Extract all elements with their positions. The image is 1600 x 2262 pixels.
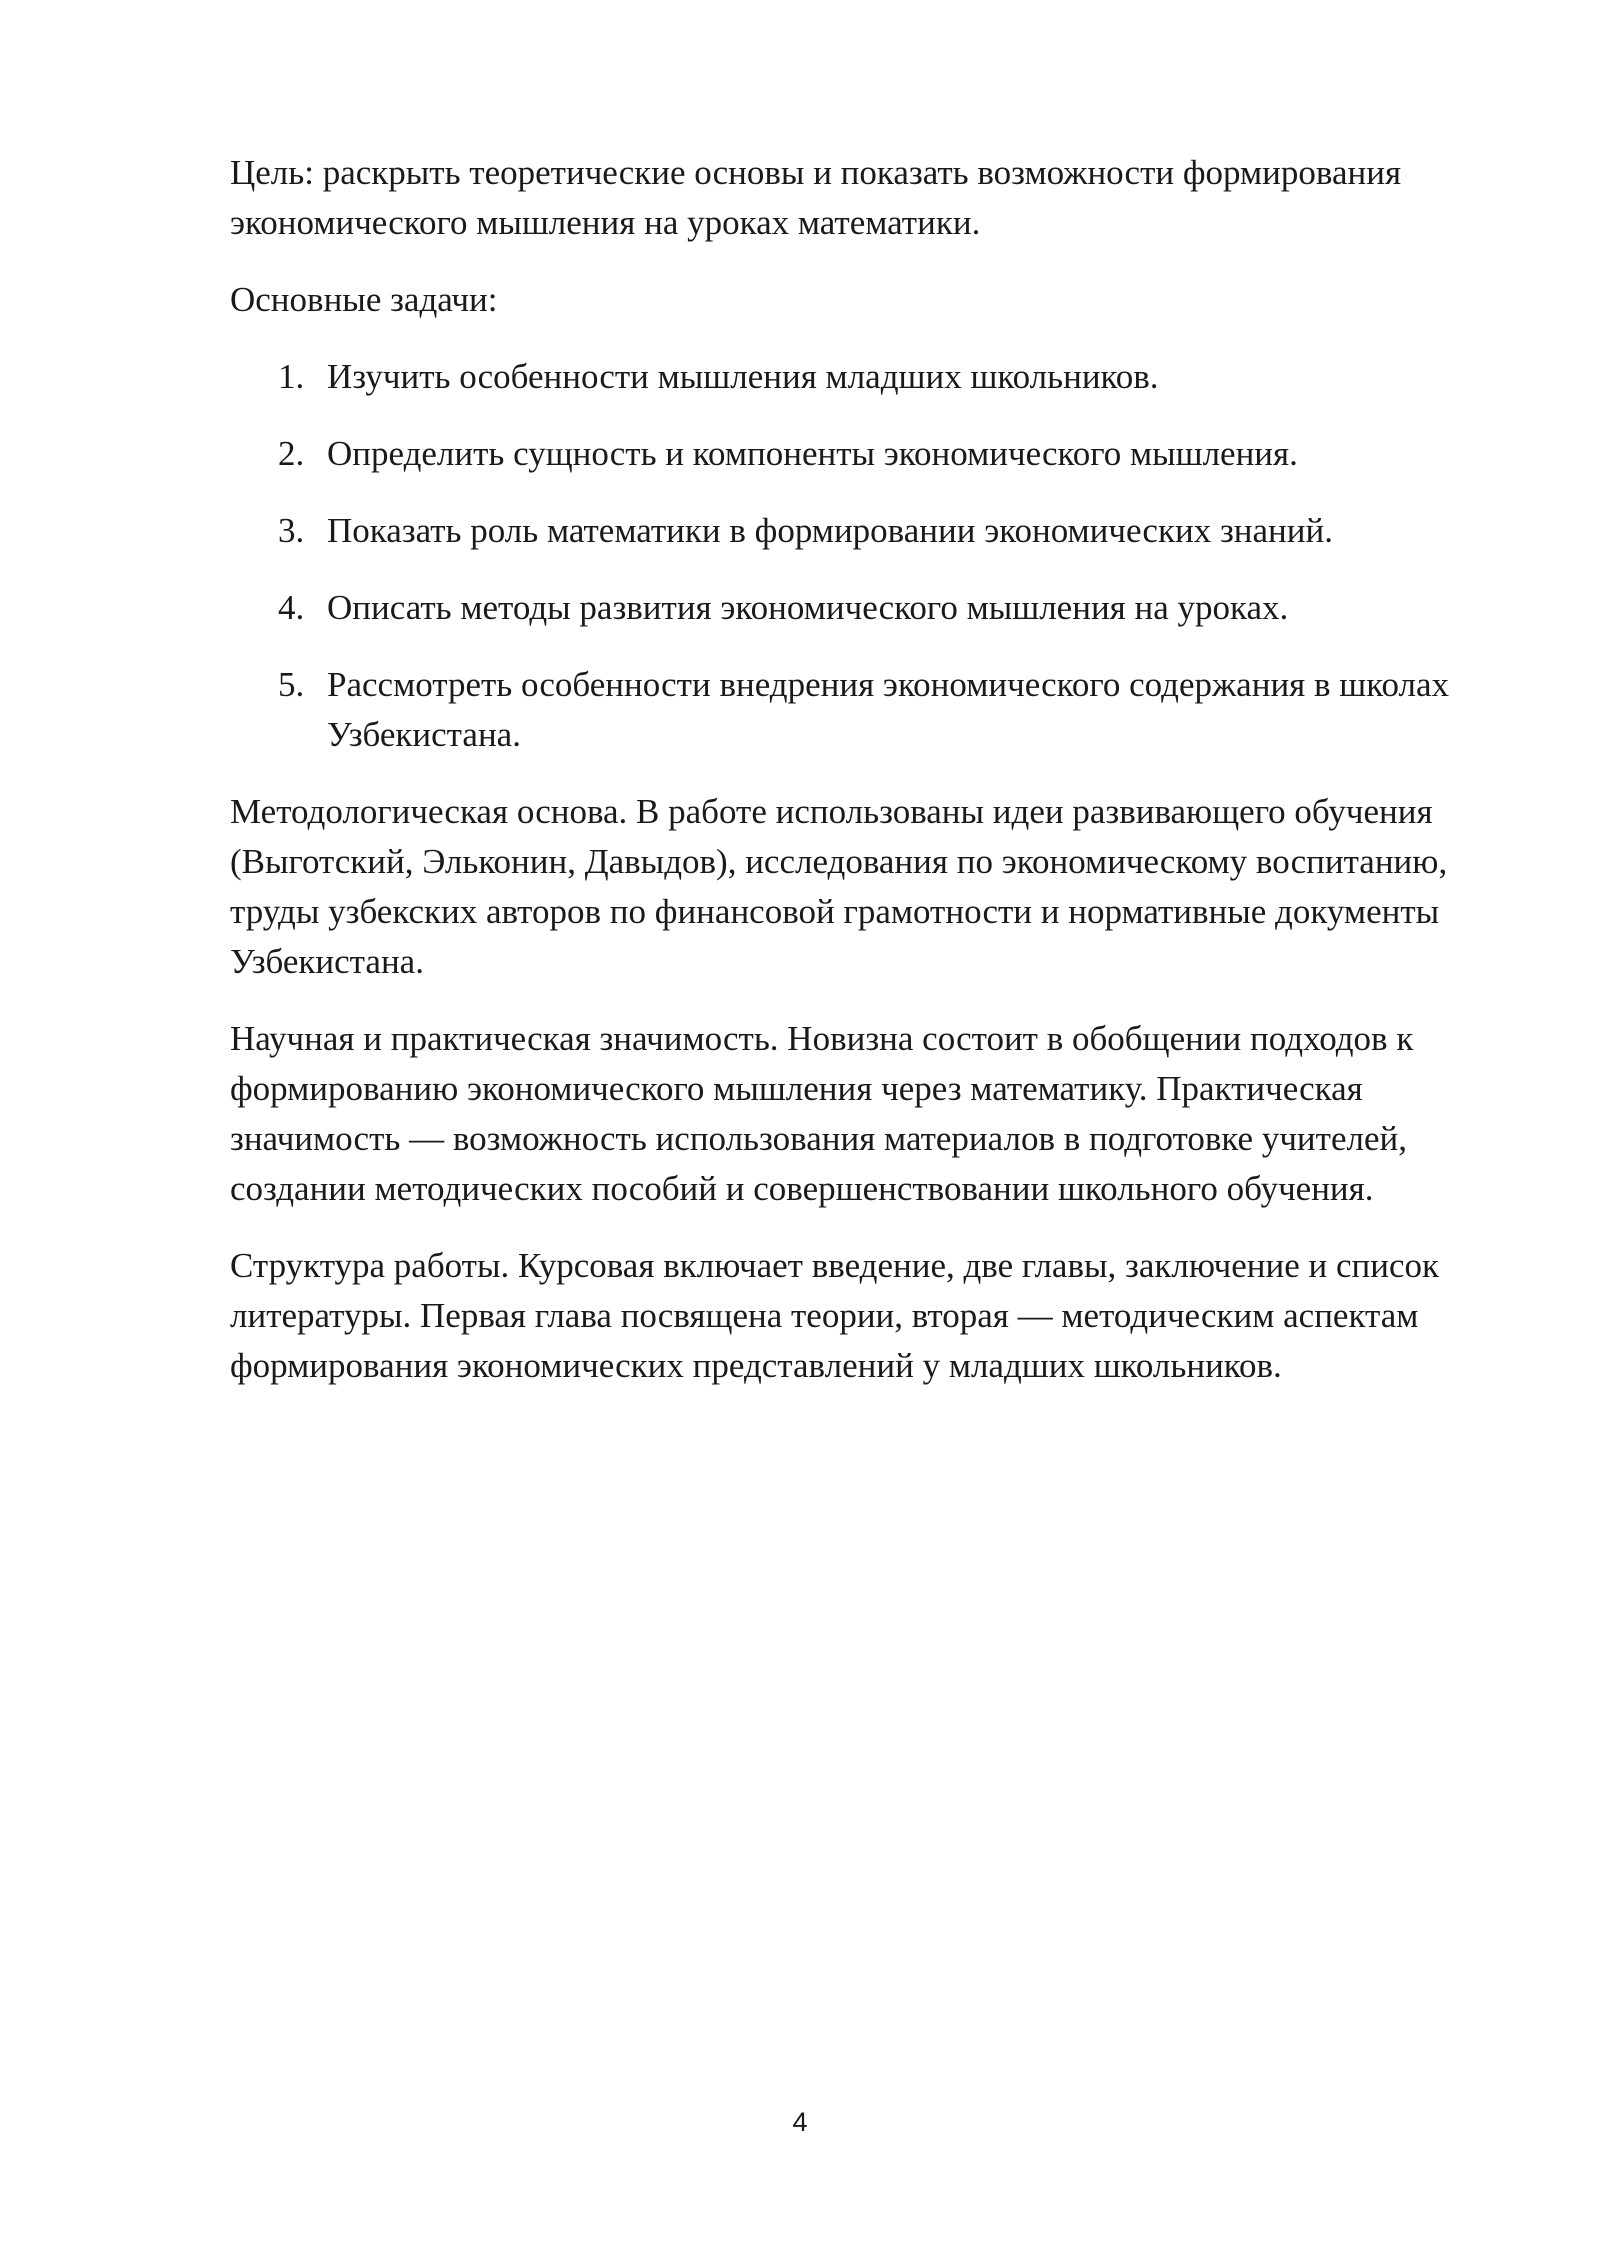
list-item-number: 1. <box>278 357 305 396</box>
list-item <box>230 429 1500 479</box>
page-content <box>230 148 1500 1418</box>
list-item-text: Описать методы развития экономического мышления на уроках. <box>327 588 1289 627</box>
significance-paragraph: Научная и практическая значимость. Новизна состоит в обобщении подходов к формированию экономического мышления через математику. Практическая значимость — возможность использования материалов в подготовке учителей, создании методических пособий и совершенствовании школьного обучения. <box>230 1019 1414 1208</box>
list-item-number: 4. <box>278 588 305 627</box>
list-item-number: 2. <box>278 434 305 473</box>
page-number: 4 <box>792 2107 808 2137</box>
structure-paragraph: Структура работы. Курсовая включает введение, две главы, заключение и список литературы. Первая глава посвящена теории, вторая — методическим аспектам формирования экономических представлений у младших школьников. <box>230 1246 1440 1385</box>
list-item-text: Показать роль математики в формировании экономических знаний. <box>327 511 1333 550</box>
list-item-text: Определить сущность и компоненты экономического мышления. <box>327 434 1298 473</box>
tasks-list <box>230 352 1500 760</box>
methodology-paragraph: Методологическая основа. В работе использованы идеи развивающего обучения (Выготский, Эльконин, Давыдов), исследования по экономическому воспитанию, труды узбекских авторов по финансовой грамотности и нормативные документы Узбекистана. <box>230 792 1448 981</box>
list-item-number: 5. <box>278 665 305 704</box>
goal-paragraph: Цель: раскрыть теоретические основы и показать возможности формирования экономического мышления на уроках математики. <box>230 153 1402 242</box>
list-item-text: Изучить особенности мышления младших школьников. <box>327 357 1159 396</box>
list-item <box>230 583 1500 633</box>
list-item-text: Рассмотреть особенности внедрения экономического содержания в школах Узбекистана. <box>327 665 1450 754</box>
list-item <box>230 660 1500 760</box>
tasks-heading: Основные задачи: <box>230 280 498 319</box>
list-item <box>230 352 1500 402</box>
list-item-number: 3. <box>278 511 305 550</box>
list-item <box>230 506 1500 556</box>
